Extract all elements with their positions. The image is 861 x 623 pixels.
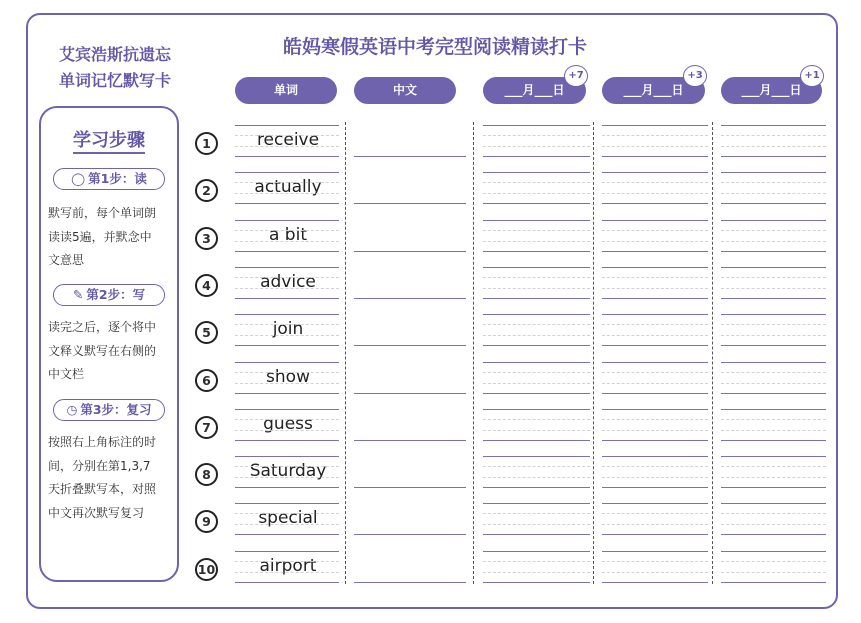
word-guide-line (235, 582, 339, 583)
word-guide-line (235, 345, 339, 346)
review-answer-line (483, 513, 590, 514)
review-answer-line (721, 156, 826, 157)
word-guide-line (235, 172, 339, 173)
review-answer-line (602, 230, 708, 231)
review-answer-line (721, 345, 826, 346)
word-text: special (258, 508, 318, 529)
review-answer-line (483, 572, 590, 573)
word-guide-line (235, 193, 339, 194)
review-answer-line (721, 487, 826, 488)
review-answer-line (483, 267, 590, 268)
review-answer-line (721, 409, 826, 410)
review-answer-line (721, 135, 826, 136)
review-answer-line (602, 430, 708, 431)
review-answer-line (721, 324, 826, 325)
word-guide-line (235, 362, 339, 363)
word-guide-line (235, 277, 339, 278)
word-guide-line (235, 372, 339, 373)
review-answer-line (721, 288, 826, 289)
study-steps-panel (39, 106, 179, 582)
row-number: 5 (195, 321, 218, 344)
review-answer-line (602, 335, 708, 336)
review-answer-line (483, 172, 590, 173)
step-1-pill: ◯ 第1步：读 (53, 168, 165, 190)
review-answer-line (602, 193, 708, 194)
review-answer-line (602, 561, 708, 562)
review-answer-line (483, 220, 590, 221)
review-answer-line (721, 362, 826, 363)
review-answer-line (602, 419, 708, 420)
word-guide-line (235, 125, 339, 126)
review-answer-line (721, 241, 826, 242)
word-guide-line (235, 551, 339, 552)
review-answer-line (721, 466, 826, 467)
review-answer-line (721, 513, 826, 514)
fold-divider (345, 122, 346, 584)
column-header-review-1: ___月___日 +1 (721, 77, 822, 104)
review-answer-line (721, 419, 826, 420)
review-answer-line (602, 440, 708, 441)
chinese-answer-line (354, 345, 466, 346)
word-guide-line (235, 572, 339, 573)
review-answer-line (483, 277, 590, 278)
review-answer-line (483, 298, 590, 299)
review-answer-line (483, 288, 590, 289)
word-text: join (272, 319, 304, 340)
word-guide-line (235, 324, 339, 325)
review-answer-line (483, 561, 590, 562)
review-answer-line (602, 487, 708, 488)
step-1-text: 默写前，每个单词朗 读读5遍，并默念中 文意思 (48, 206, 157, 267)
step-2-pill: ✎ 第2步：写 (53, 284, 165, 306)
chinese-answer-line (354, 582, 466, 583)
word-guide-line (235, 409, 339, 410)
review-day-badge: +3 (683, 65, 707, 87)
row-number: 1 (195, 132, 218, 155)
word-guide-line (235, 241, 339, 242)
pencil-icon: ✎ (72, 287, 84, 302)
column-header-review-3: ___月___日 +3 (602, 77, 705, 104)
review-answer-line (721, 172, 826, 173)
review-answer-line (602, 409, 708, 410)
review-answer-line (483, 135, 590, 136)
review-answer-line (721, 572, 826, 573)
review-answer-line (602, 288, 708, 289)
review-answer-line (602, 267, 708, 268)
review-answer-line (602, 251, 708, 252)
word-guide-line (235, 393, 339, 394)
word-guide-line (235, 288, 339, 289)
brand-line-1: 艾宾浩斯抗遗忘 (58, 45, 171, 64)
review-answer-line (483, 430, 590, 431)
review-answer-line (483, 182, 590, 183)
word-text: actually (254, 177, 322, 198)
word-guide-line (235, 561, 339, 562)
row-number: 7 (195, 416, 218, 439)
speech-bubble-icon: ◯ (71, 171, 86, 186)
review-answer-line (483, 383, 590, 384)
word-guide-line (235, 430, 339, 431)
word-guide-line (235, 466, 339, 467)
word-text: Saturday (249, 461, 327, 482)
review-answer-line (602, 393, 708, 394)
chinese-answer-line (354, 487, 466, 488)
word-guide-line (235, 477, 339, 478)
review-answer-line (721, 314, 826, 315)
review-answer-line (483, 230, 590, 231)
review-answer-line (602, 135, 708, 136)
review-answer-line (602, 372, 708, 373)
fold-divider (473, 122, 474, 584)
word-guide-line (235, 156, 339, 157)
review-answer-line (483, 203, 590, 204)
steps-heading: 学习步骤 (41, 126, 177, 152)
review-answer-line (602, 241, 708, 242)
word-guide-line (235, 456, 339, 457)
word-text: airport (259, 555, 317, 576)
chinese-answer-line (354, 440, 466, 441)
review-answer-line (602, 572, 708, 573)
review-answer-line (483, 362, 590, 363)
word-guide-line (235, 230, 339, 231)
review-answer-line (721, 503, 826, 504)
review-answer-line (483, 524, 590, 525)
review-answer-line (483, 487, 590, 488)
review-answer-line (483, 466, 590, 467)
review-answer-line (602, 172, 708, 173)
review-answer-line (483, 456, 590, 457)
review-answer-line (602, 314, 708, 315)
chinese-answer-line (354, 156, 466, 157)
word-guide-line (235, 503, 339, 504)
word-guide-line (235, 135, 339, 136)
column-header-chinese: 中文 (354, 77, 456, 104)
word-guide-line (235, 335, 339, 336)
word-guide-line (235, 203, 339, 204)
review-answer-line (602, 345, 708, 346)
row-number: 9 (195, 510, 218, 533)
review-answer-line (483, 324, 590, 325)
review-answer-line (721, 146, 826, 147)
review-answer-line (721, 277, 826, 278)
step-3-text: 按照右上角标注的时 间，分别在第1,3,7 天折叠默写本，对照 中文再次默写复习 (48, 435, 157, 520)
review-answer-line (602, 146, 708, 147)
review-answer-line (721, 372, 826, 373)
review-answer-line (602, 156, 708, 157)
brand-title (40, 42, 190, 94)
chinese-answer-line (354, 298, 466, 299)
review-answer-line (483, 146, 590, 147)
word-guide-line (235, 383, 339, 384)
review-answer-line (602, 324, 708, 325)
review-answer-line (602, 298, 708, 299)
review-answer-line (602, 182, 708, 183)
word-guide-line (235, 182, 339, 183)
review-answer-line (602, 203, 708, 204)
column-header-review-7: ___月___日 +7 (483, 77, 586, 104)
review-answer-line (721, 203, 826, 204)
review-answer-line (721, 230, 826, 231)
review-answer-line (721, 335, 826, 336)
review-answer-line (483, 241, 590, 242)
review-answer-line (721, 524, 826, 525)
review-answer-line (721, 561, 826, 562)
word-guide-line (235, 419, 339, 420)
word-text: receive (256, 130, 320, 150)
review-answer-line (602, 477, 708, 478)
review-answer-line (721, 383, 826, 384)
review-answer-line (483, 193, 590, 194)
review-day-badge: +1 (800, 65, 824, 87)
fold-divider (712, 122, 713, 584)
review-answer-line (602, 513, 708, 514)
step-3-pill: ◷ 第3步：复习 (53, 399, 165, 421)
page-title: 皓妈寒假英语中考完型阅读精读打卡 (282, 36, 587, 58)
row-number: 8 (195, 463, 218, 486)
brand-line-2: 单词记忆默写卡 (58, 71, 171, 90)
word-guide-line (235, 487, 339, 488)
review-answer-line (483, 477, 590, 478)
review-answer-line (483, 393, 590, 394)
step-2-text: 读完之后，逐个将中 文释义默写在右侧的 中文栏 (48, 320, 157, 381)
chinese-answer-line (354, 393, 466, 394)
review-answer-line (602, 582, 708, 583)
word-guide-line (235, 534, 339, 535)
review-answer-line (602, 551, 708, 552)
review-answer-line (602, 466, 708, 467)
row-number: 2 (195, 179, 218, 202)
review-answer-line (483, 503, 590, 504)
row-number: 10 (195, 558, 218, 581)
review-answer-line (721, 193, 826, 194)
review-answer-line (721, 251, 826, 252)
review-answer-line (483, 345, 590, 346)
column-header-word: 单词 (235, 77, 337, 104)
chinese-answer-line (354, 251, 466, 252)
review-answer-line (721, 393, 826, 394)
review-answer-line (483, 551, 590, 552)
fold-divider (593, 122, 594, 584)
review-answer-line (483, 419, 590, 420)
review-answer-line (483, 156, 590, 157)
review-answer-line (602, 383, 708, 384)
row-number: 6 (195, 369, 218, 392)
row-number: 3 (195, 227, 218, 250)
review-answer-line (721, 440, 826, 441)
review-answer-line (483, 409, 590, 410)
word-guide-line (235, 513, 339, 514)
review-answer-line (602, 362, 708, 363)
review-answer-line (721, 477, 826, 478)
review-answer-line (483, 534, 590, 535)
review-answer-line (721, 582, 826, 583)
review-answer-line (602, 277, 708, 278)
review-answer-line (602, 456, 708, 457)
review-answer-line (721, 182, 826, 183)
clock-icon: ◷ (66, 402, 78, 417)
review-day-badge: +7 (564, 65, 588, 87)
review-answer-line (483, 440, 590, 441)
review-answer-line (602, 220, 708, 221)
word-text: a bit (268, 224, 307, 245)
chinese-answer-line (354, 203, 466, 204)
review-answer-line (483, 372, 590, 373)
review-answer-line (483, 125, 590, 126)
chinese-answer-line (354, 534, 466, 535)
word-text: guess (263, 413, 313, 434)
word-guide-line (235, 267, 339, 268)
review-answer-line (483, 314, 590, 315)
word-guide-line (235, 314, 339, 315)
review-answer-line (721, 456, 826, 457)
review-answer-line (721, 298, 826, 299)
review-answer-line (483, 582, 590, 583)
word-text: show (266, 366, 310, 387)
review-answer-line (602, 534, 708, 535)
word-guide-line (235, 251, 339, 252)
word-text: advice (260, 271, 316, 292)
review-answer-line (721, 430, 826, 431)
row-number: 4 (195, 274, 218, 297)
review-answer-line (721, 125, 826, 126)
review-answer-line (721, 534, 826, 535)
review-answer-line (483, 251, 590, 252)
review-answer-line (602, 524, 708, 525)
review-answer-line (602, 503, 708, 504)
word-guide-line (235, 440, 339, 441)
review-answer-line (483, 335, 590, 336)
review-answer-line (602, 125, 708, 126)
word-guide-line (235, 146, 339, 147)
word-guide-line (235, 524, 339, 525)
word-guide-line (235, 298, 339, 299)
review-answer-line (721, 267, 826, 268)
word-guide-line (235, 220, 339, 221)
review-answer-line (721, 551, 826, 552)
review-answer-line (721, 220, 826, 221)
